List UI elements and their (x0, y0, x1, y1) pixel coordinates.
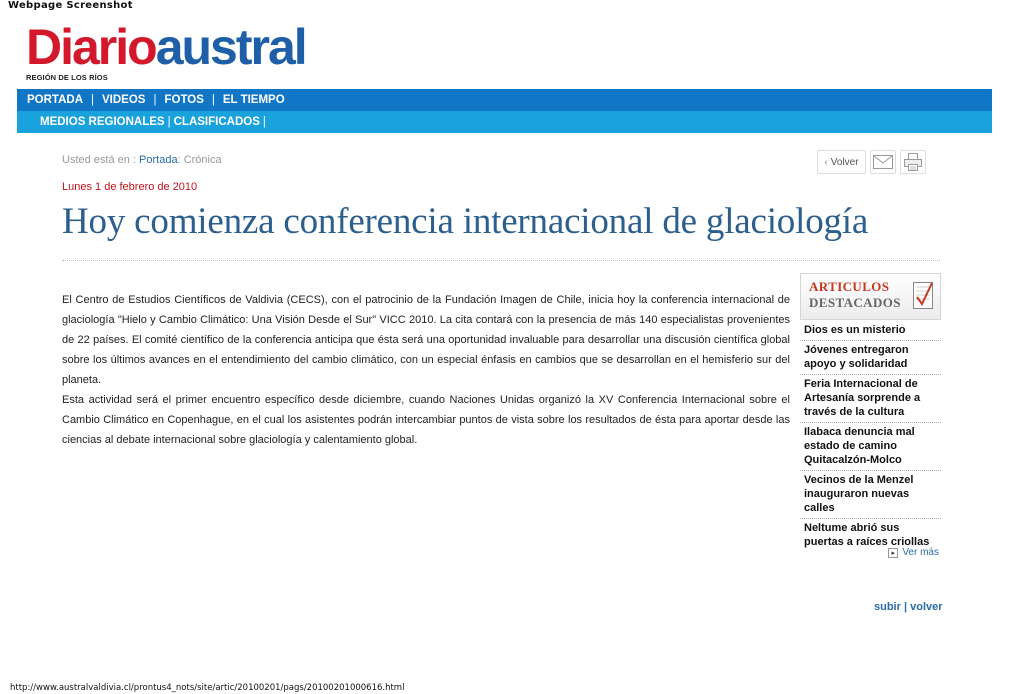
back-link[interactable]: volver (910, 601, 943, 613)
nav-fotos[interactable]: FOTOS (164, 94, 204, 106)
logo-subtitle: REGIÓN DE LOS RÍOS (26, 73, 108, 82)
breadcrumb-prefix: Usted está en : (62, 154, 140, 166)
checklist-icon (912, 280, 934, 310)
logo-diario: Diario (26, 19, 156, 75)
featured-title-line1: ARTICULOS (809, 279, 890, 294)
arrow-right-icon: ▸ (888, 548, 898, 558)
printer-icon (904, 153, 922, 171)
featured-item[interactable]: Jóvenes entregaron apoyo y solidaridad (800, 341, 941, 375)
nav-separator: | (262, 116, 266, 128)
article-paragraph-2: Esta actividad será el primer encuentro específico desde diciembre, cuando Naciones Unidas organizó la XV Conferencia Internacional sobre el Cambio Climático en Copenhague, en el cual los asistentes podrán intercambiar puntos de vista sobre los resultados de ésta para aportar desde las ciencias al debate internacional sobre glaciología y calentamiento global. (62, 394, 790, 446)
page-footer-links (874, 601, 943, 613)
breadcrumb (62, 154, 222, 166)
article-body (62, 290, 790, 450)
title-divider (62, 260, 940, 261)
see-more-link[interactable] (888, 547, 939, 558)
featured-item[interactable]: Ilabaca denuncia mal estado de camino Quitacalzón-Molco (800, 423, 941, 471)
featured-item[interactable]: Vecinos de la Menzel inauguraron nuevas calles (800, 471, 941, 519)
chevron-left-icon: ‹ (824, 156, 828, 168)
nav-separator: | (91, 94, 95, 106)
email-button[interactable] (870, 150, 896, 174)
featured-title-line2: DESTACADOS (809, 295, 901, 310)
featured-articles (800, 273, 941, 558)
footer-link-separator: | (900, 601, 911, 613)
breadcrumb-separator: : (177, 154, 184, 166)
see-more-label: Ver más (902, 547, 939, 558)
article-date: Lunes 1 de febrero de 2010 (62, 181, 198, 193)
secondary-nav (17, 111, 992, 133)
featured-item[interactable]: Feria Internacional de Artesanía sorprende a través de la cultura (800, 375, 941, 423)
nav-clasificados[interactable]: CLASIFICADOS (173, 116, 260, 128)
breadcrumb-home-link[interactable]: Portada (139, 154, 178, 166)
site-logo[interactable] (26, 19, 306, 82)
back-button[interactable] (817, 150, 866, 174)
featured-header (800, 273, 941, 320)
scroll-up-link[interactable]: subir (874, 601, 901, 613)
envelope-icon (873, 155, 893, 169)
nav-separator: | (167, 116, 171, 128)
primary-nav (17, 89, 992, 111)
back-button-label: Volver (830, 156, 859, 168)
featured-item[interactable]: Dios es un misterio (800, 320, 941, 341)
nav-portada[interactable]: PORTADA (27, 94, 84, 106)
nav-videos[interactable]: VIDEOS (102, 94, 146, 106)
nav-medios-regionales[interactable]: MEDIOS REGIONALES (40, 116, 165, 128)
logo-austral: austral (155, 19, 306, 75)
featured-list (800, 320, 941, 552)
article-paragraph-1: El Centro de Estudios Científicos de Valdivia (CECS), con el patrocinio de la Fundación Imagen de Chile, inicia hoy la conferencia internacional de glaciología "Hielo y Cambio Climático: Una Visión Desde el Sur" VICC 2010. La cita contará con la presencia de más 140 especialistas provenientes de 22 países. El comité científico de la conferencia anticipa que ésta será una oportunidad invaluable para desarrollar una discusión científica global sobre los últimos avances en el entendimiento del cambio climático, con un especial énfasis en cambios que se desarrollan en el hemisferio sur del planeta. (62, 294, 790, 386)
nav-el-tiempo[interactable]: EL TIEMPO (222, 94, 285, 106)
nav-separator: | (153, 94, 157, 106)
page-url: http://www.australvaldivia.cl/prontus4_nots/site/artic/20100201/pags/20100201000616.html (10, 683, 405, 693)
nav-separator: | (211, 94, 215, 106)
screenshot-caption: Webpage Screenshot (8, 0, 133, 11)
article-title: Hoy comienza conferencia internacional de glaciología (62, 201, 869, 242)
featured-item[interactable]: Neltume abrió sus puertas a raíces criollas (804, 522, 930, 548)
print-button[interactable] (900, 150, 926, 174)
breadcrumb-section: Crónica (183, 154, 222, 166)
article-tools (817, 150, 926, 174)
